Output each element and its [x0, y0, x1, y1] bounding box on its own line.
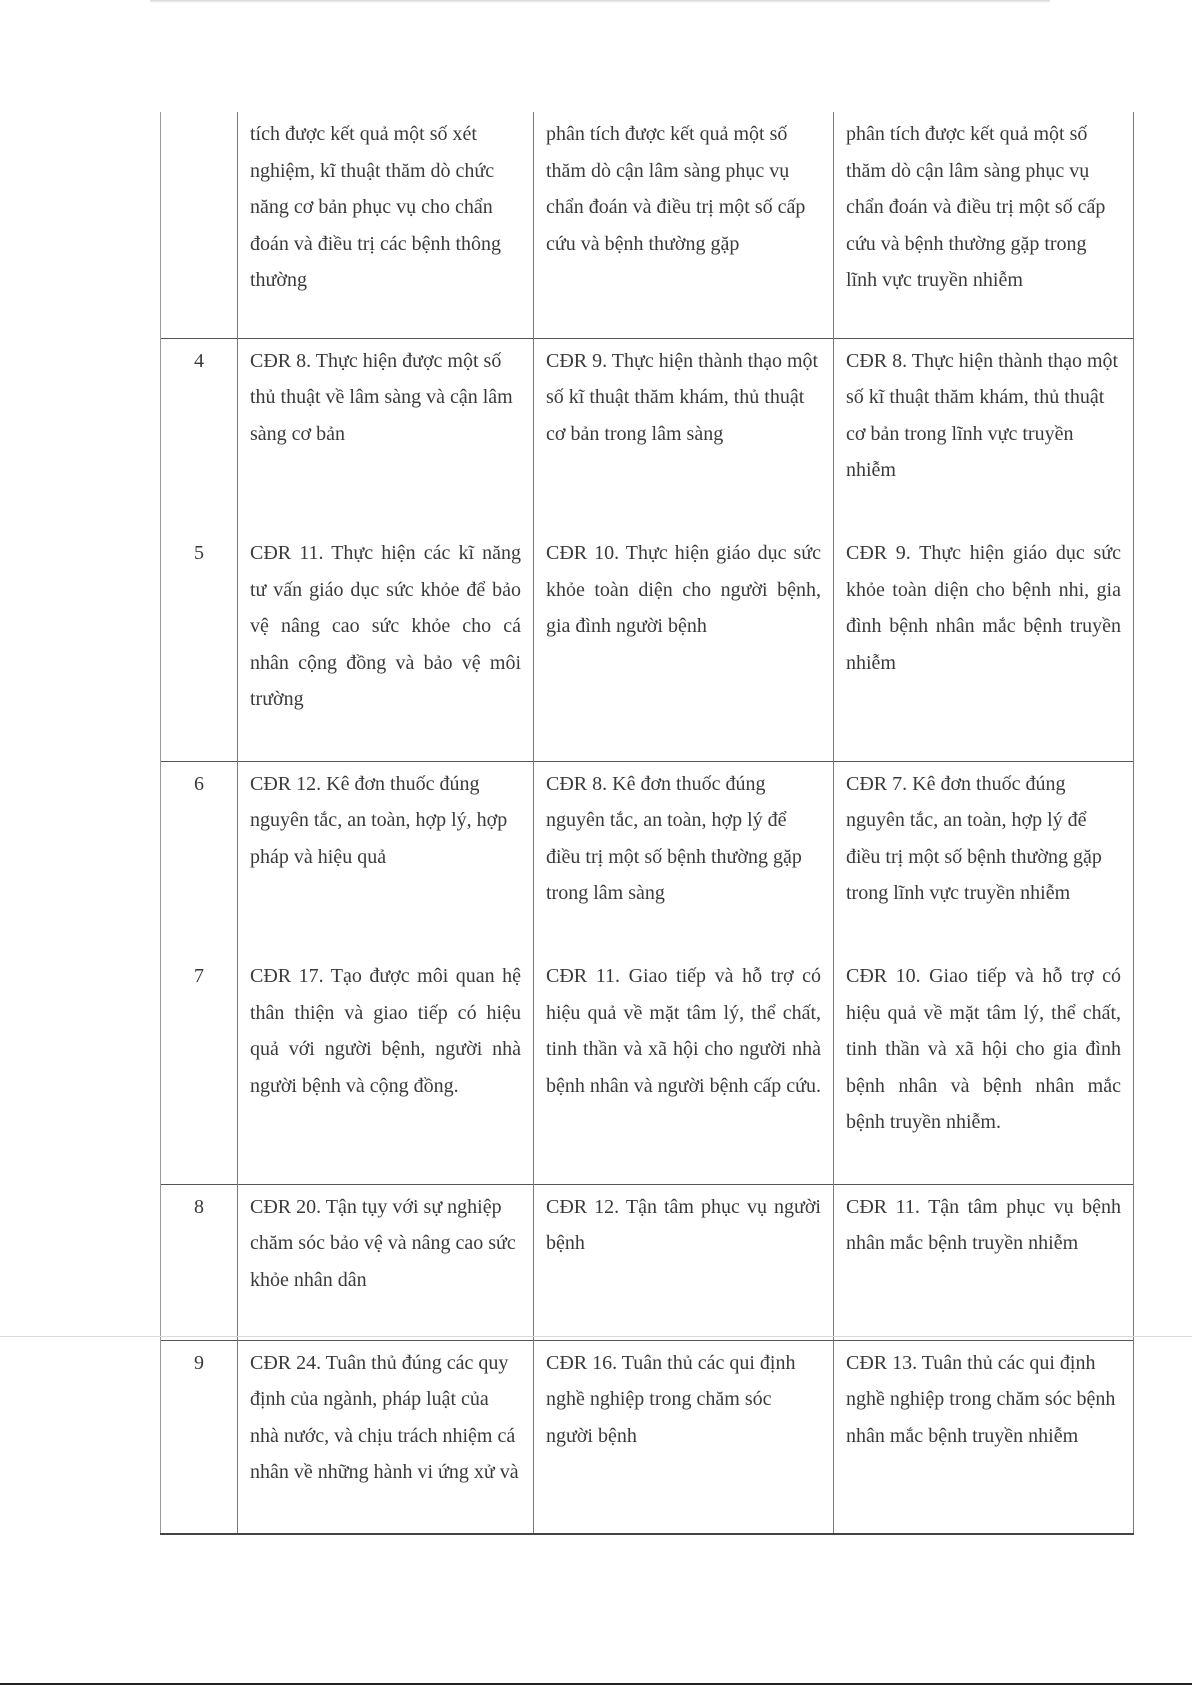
- program-outcome-cell: CĐR 20. Tận tụy với sự nghiệp chăm sóc bảo vệ và nâng cao sức khỏe nhân dân: [238, 1184, 534, 1340]
- course-outcome-cell: CĐR 7. Kê đơn thuốc đúng nguyên tắc, an toàn, hợp lý để điều trị một số bệnh thường gặp trong lĩnh vực truyền nhiễm: [834, 761, 1134, 954]
- course-outcome-cell: phân tích được kết quả một số thăm dò cận lâm sàng phục vụ chẩn đoán và điều trị một số cấp cứu và bệnh thường gặp trong lĩnh vực truyền nhiễm: [834, 112, 1134, 338]
- course-outcome-cell: CĐR 13. Tuân thủ các qui định nghề nghiệp trong chăm sóc bệnh nhân mắc bệnh truyền nhiễm: [834, 1340, 1134, 1534]
- program-outcome-cell: CĐR 24. Tuân thủ đúng các quy định của ngành, pháp luật của nhà nước, và chịu trách nhiệm cá nhân về những hành vi ứng xử và: [238, 1340, 534, 1534]
- course-outcome-cell: CĐR 8. Thực hiện thành thạo một số kĩ thuật thăm khám, thủ thuật cơ bản trong lĩnh vực truyền nhiễm: [834, 338, 1134, 531]
- table-row: [161, 954, 1134, 1184]
- table-row: [161, 1340, 1134, 1534]
- program-outcome-cell: CĐR 12. Kê đơn thuốc đúng nguyên tắc, an toàn, hợp lý, hợp pháp và hiệu quả: [238, 761, 534, 954]
- program-outcome-cell: CĐR 11. Thực hiện các kĩ năng tư vấn giáo dục sức khỏe để bảo vệ nâng cao sức khỏe cho cá nhân cộng đồng và bảo vệ môi trường: [238, 531, 534, 761]
- table-row: [161, 761, 1134, 954]
- module-outcome-cell: CĐR 8. Kê đơn thuốc đúng nguyên tắc, an toàn, hợp lý để điều trị một số bệnh thường gặp trong lâm sàng: [534, 761, 834, 954]
- row-number: 6: [161, 761, 238, 954]
- table-row: [161, 338, 1134, 531]
- course-outcome-cell: CĐR 9. Thực hiện giáo dục sức khỏe toàn diện cho bệnh nhi, gia đình bệnh nhân mắc bệnh truyền nhiễm: [834, 531, 1134, 761]
- module-outcome-cell: CĐR 12. Tận tâm phục vụ người bệnh: [534, 1184, 834, 1340]
- scan-artifact-line: [0, 1336, 1192, 1337]
- module-outcome-cell: CĐR 9. Thực hiện thành thạo một số kĩ thuật thăm khám, thủ thuật cơ bản trong lâm sàng: [534, 338, 834, 531]
- learning-outcomes-table: [160, 112, 1134, 1535]
- module-outcome-cell: phân tích được kết quả một số thăm dò cận lâm sàng phục vụ chẩn đoán và điều trị một số cấp cứu và bệnh thường gặp: [534, 112, 834, 338]
- module-outcome-cell: CĐR 10. Thực hiện giáo dục sức khỏe toàn diện cho người bệnh, gia đình người bệnh: [534, 531, 834, 761]
- table-row: [161, 1184, 1134, 1340]
- course-outcome-cell: CĐR 11. Tận tâm phục vụ bệnh nhân mắc bệnh truyền nhiễm: [834, 1184, 1134, 1340]
- row-number: 4: [161, 338, 238, 531]
- program-outcome-cell: CĐR 8. Thực hiện được một số thủ thuật về lâm sàng và cận lâm sàng cơ bản: [238, 338, 534, 531]
- scan-top-edge: [150, 0, 1050, 3]
- row-number: 7: [161, 954, 238, 1184]
- program-outcome-cell: tích được kết quả một số xét nghiệm, kĩ thuật thăm dò chức năng cơ bản phục vụ cho chẩn đoán và điều trị các bệnh thông thường: [238, 112, 534, 338]
- module-outcome-cell: CĐR 16. Tuân thủ các qui định nghề nghiệp trong chăm sóc người bệnh: [534, 1340, 834, 1534]
- course-outcome-cell: CĐR 10. Giao tiếp và hỗ trợ có hiệu quả về mặt tâm lý, thể chất, tinh thần và xã hội cho gia đình bệnh nhân và bệnh nhân mắc bệnh truyền nhiễm.: [834, 954, 1134, 1184]
- row-number: 5: [161, 531, 238, 761]
- module-outcome-cell: CĐR 11. Giao tiếp và hỗ trợ có hiệu quả về mặt tâm lý, thể chất, tinh thần và xã hội cho người nhà bệnh nhân và người bệnh cấp cứu.: [534, 954, 834, 1184]
- row-number: 8: [161, 1184, 238, 1340]
- row-number: 9: [161, 1340, 238, 1534]
- program-outcome-cell: CĐR 17. Tạo được môi quan hệ thân thiện và giao tiếp có hiệu quả với người bệnh, người nhà người bệnh và cộng đồng.: [238, 954, 534, 1184]
- table-row: [161, 112, 1134, 338]
- row-number: [161, 112, 238, 338]
- table-row: [161, 531, 1134, 761]
